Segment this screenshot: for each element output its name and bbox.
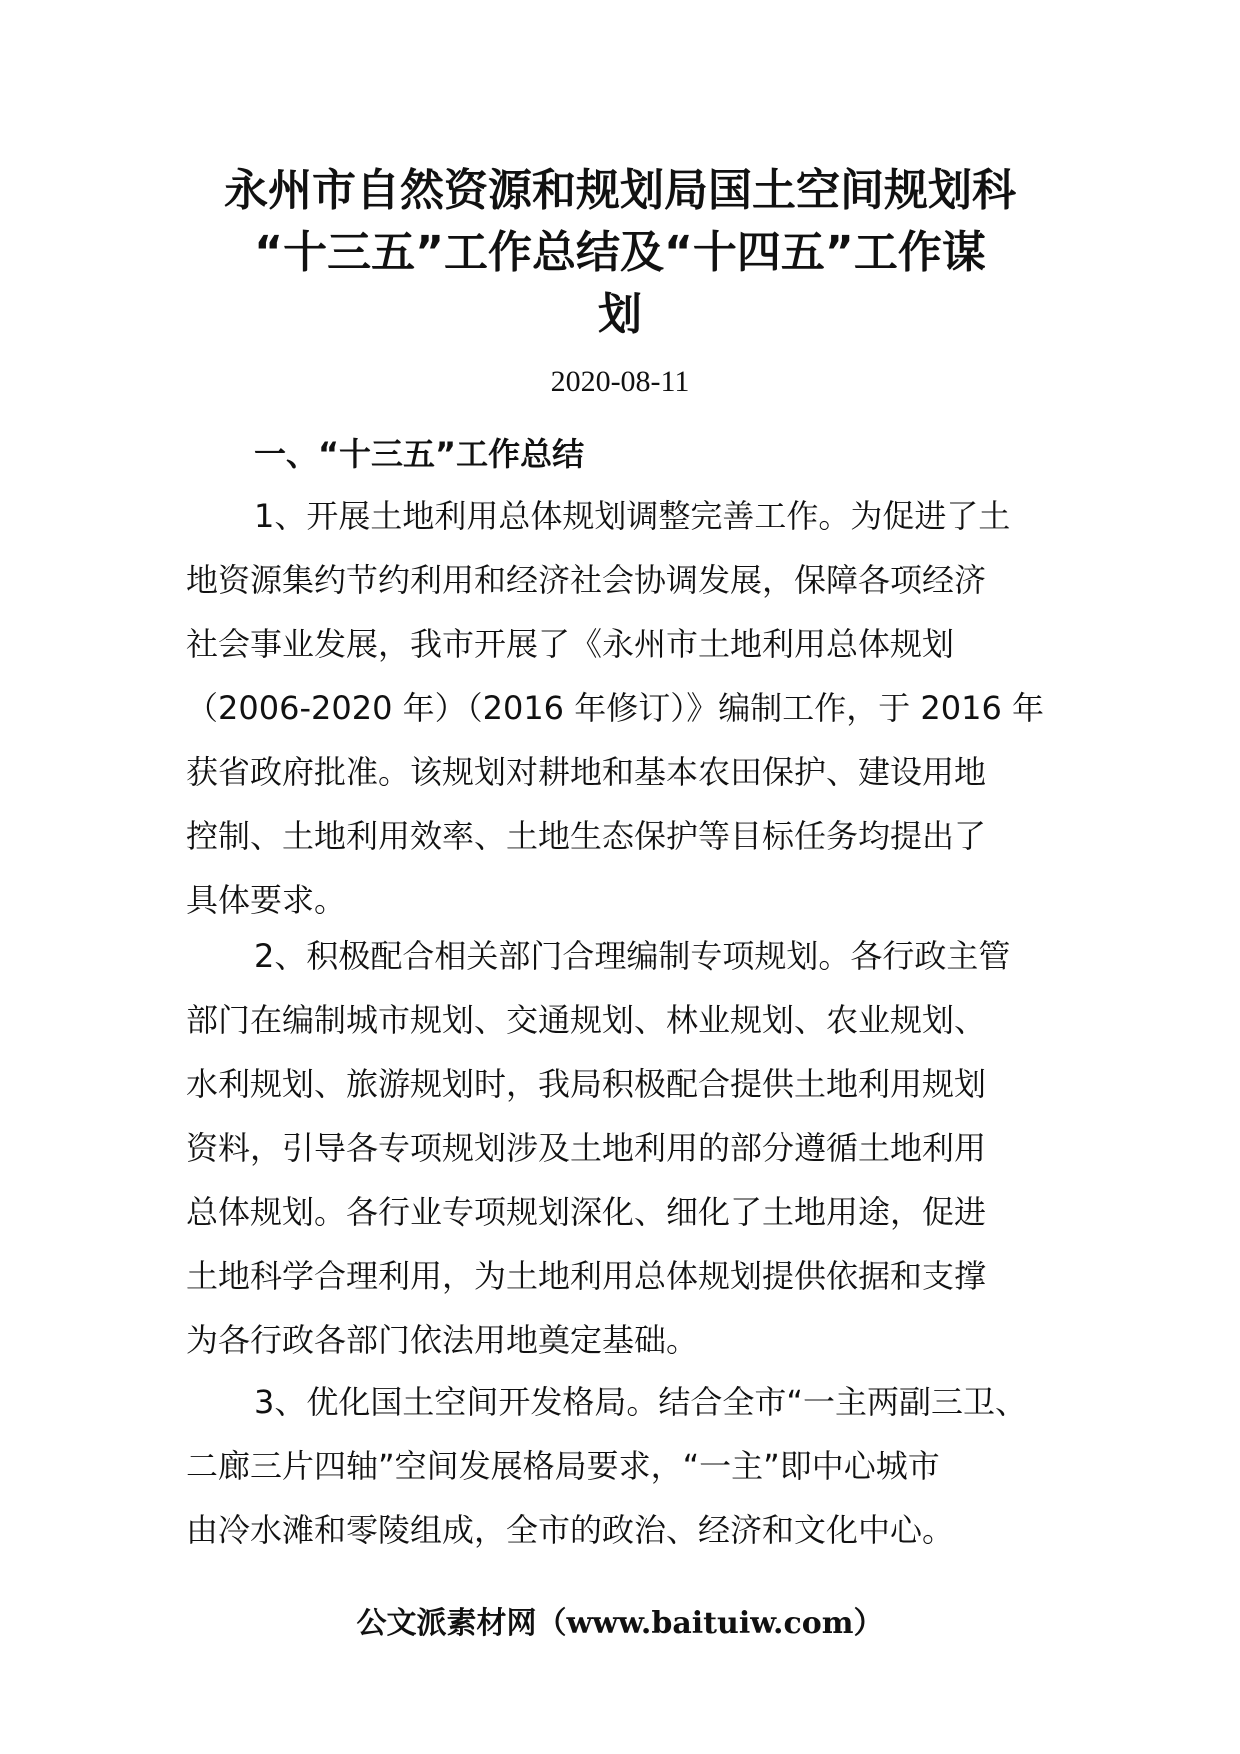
paragraph-line: （2006-2020 年）（2016 年修订）》编制工作，于 2016 年	[186, 689, 1044, 727]
title-line: 永州市自然资源和规划局国土空间规划科	[224, 165, 1016, 216]
paragraph-line: 部门在编制城市规划、交通规划、林业规划、农业规划、	[186, 1001, 987, 1039]
paragraph-line: 总体规划。各行业专项规划深化、细化了土地用途，促进	[186, 1193, 987, 1231]
paragraph-line: 为各行政各部门依法用地奠定基础。	[186, 1321, 699, 1359]
paragraph-line: 水利规划、旅游规划时，我局积极配合提供土地利用规划	[186, 1065, 987, 1103]
paragraph-line: 2、积极配合相关部门合理编制专项规划。各行政主管	[254, 937, 1011, 975]
paragraph-line: 资料，引导各专项规划涉及土地利用的部分遵循土地利用	[186, 1129, 987, 1167]
title-line: “十三五”工作总结及“十四五”工作谋	[254, 227, 986, 278]
paragraph-line: 社会事业发展，我市开展了《永州市土地利用总体规划	[186, 625, 955, 663]
paragraph-2	[186, 924, 1046, 1372]
footer-watermark: 公文派素材网（www.baituiw.com）	[356, 1606, 884, 1641]
paragraph-line: 具体要求。	[186, 881, 347, 919]
paragraph-line: 土地科学合理利用，为土地利用总体规划提供依据和支撑	[186, 1257, 987, 1295]
document-title	[200, 160, 1040, 346]
section-heading: 一、“十三五”工作总结	[254, 435, 585, 473]
paragraph-line: 3、优化国土空间开发格局。结合全市“一主两副三卫、	[254, 1383, 1027, 1421]
paragraph-line: 二廊三片四轴”空间发展格局要求，“一主”即中心城市	[186, 1447, 940, 1485]
paragraph-line: 1、开展土地利用总体规划调整完善工作。为促进了土	[254, 497, 1011, 535]
paragraph-line: 地资源集约节约利用和经济社会协调发展，保障各项经济	[186, 561, 987, 599]
paragraph-1	[186, 484, 1046, 932]
paragraph-line: 控制、土地利用效率、土地生态保护等目标任务均提出了	[186, 817, 987, 855]
paragraph-3	[186, 1370, 1046, 1562]
document-date: 2020-08-11	[550, 365, 690, 398]
paragraph-line: 获省政府批准。该规划对耕地和基本农田保护、建设用地	[186, 753, 987, 791]
paragraph-line: 由冷水滩和零陵组成，全市的政治、经济和文化中心。	[186, 1511, 955, 1549]
title-line: 划	[598, 289, 642, 340]
